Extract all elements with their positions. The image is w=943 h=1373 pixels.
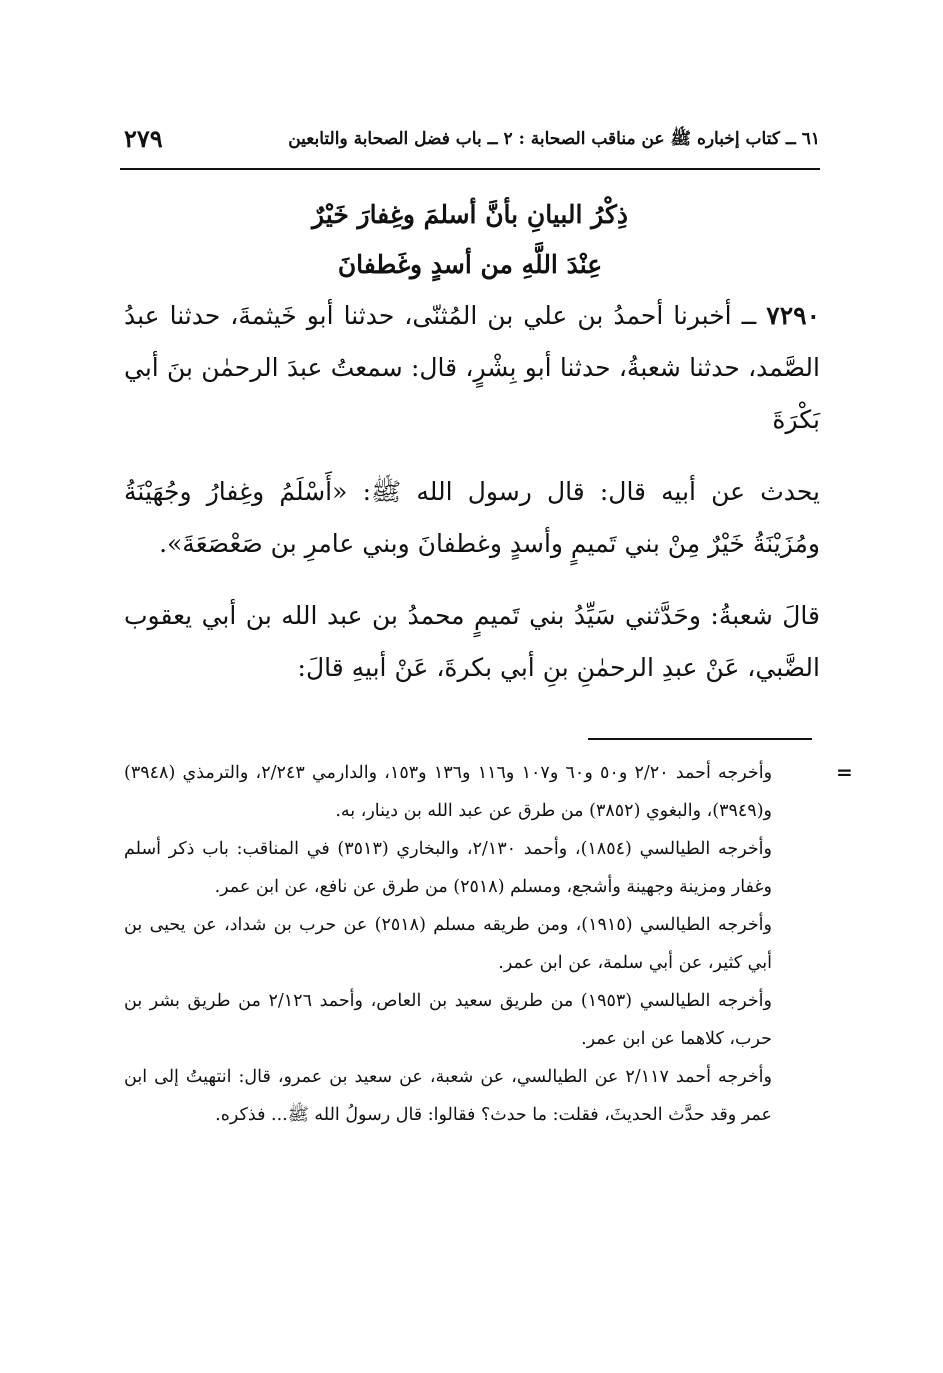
footnotes	[124, 754, 772, 1134]
footnote-separator	[588, 738, 812, 740]
footnote-paragraph: وأخرجه الطيالسي (١٩٥٣) من طريق سعيد بن العاص، وأحمد ٢/١٢٦ من طريق بشر بن حرب، كلاهما عن ابن عمر.	[124, 991, 772, 1049]
hadith-addendum: قالَ شعبةُ: وحَدَّثني سَيِّدُ بني تَميمٍ محمدُ بن عبد الله بن أبي يعقوب الضَّبي، عَنْ عبدِ الرحمٰنِ بنِ أبي بكرةَ، عَنْ أبيهِ قالَ:	[124, 601, 820, 682]
hadith-body	[124, 290, 820, 694]
page-header	[120, 118, 820, 170]
footnote-paragraph: وأخرجه الطيالسي (١٩١٥)، ومن طريقه مسلم (٢٥١٨) عن حرب بن شداد، عن يحيى بن أبي كثير، عن أبي سلمة، عن ابن عمر.	[124, 915, 772, 973]
footnote-paragraph: وأخرجه الطيالسي (١٨٥٤)، وأحمد ٢/١٣٠، والبخاري (٣٥١٣) في المناقب: باب ذكر أسلم وغفار ومزينة وجهينة وأشجع، ومسلم (٢٥١٨) من طرق عن نافع، عن ابن عمر.	[124, 839, 772, 897]
footnote-continuation-marker: =	[836, 760, 853, 784]
hadith-number: ٧٢٩٠	[766, 301, 820, 330]
hadith-matn: يحدث عن أبيه قال: قال رسول الله ﷺ: «أَسْلَمُ وغِفارُ وجُهَيْنَةُ ومُزَيْنَةُ خَيْرٌ مِنْ بني تَميمٍ وأسدٍ وغطفانَ وبني عامرِ بن صَعْصَعَةَ».	[124, 477, 820, 558]
chapter-heading-line-1: ذِكْرُ البيانِ بأنَّ أسلمَ وغِفارَ خَيْرٌ	[312, 200, 628, 229]
page-number: ٢٧٩	[124, 124, 163, 153]
hadith-isnad-paragraph	[124, 290, 820, 446]
footnote-paragraph: وأخرجه أحمد ٢/٢٠ و٥٠ و٦٠ و١٠٧ و١١٦ و١٣٦ و١٥٣، والدارمي ٢/٢٤٣، والترمذي (٣٩٤٨) و(٣٩٤٩)، والبغوي (٣٨٥٢) من طرق عن عبد الله بن دينار، به.	[124, 763, 773, 821]
hadith-isnad: ــ أخبرنا أحمدُ بن علي بن المُثنّى، حدثنا أبو خَيثمةَ، حدثنا عبدُ الصَّمد، حدثنا شعبةُ، حدثنا أبو بِشْرٍ، قال: سمعتُ عبدَ الرحمٰن بنَ أبي بَكْرَةَ	[124, 301, 820, 434]
chapter-heading	[120, 190, 820, 290]
running-title: ٦١ ــ كتاب إخباره ﷺ عن مناقب الصحابة : ٢ ــ باب فضل الصحابة والتابعين	[288, 129, 820, 149]
chapter-heading-line-2: عِنْدَ اللَّهِ من أسدٍ وغَطفانَ	[337, 250, 603, 279]
footnote-paragraph: وأخرجه أحمد ٢/١١٧ عن الطيالسي، عن شعبة، عن سعيد بن عمرو، قال: انتهيتُ إلى ابن عمر وقد حدَّث الحديثَ، فقلت: ما حدث؟ فقالوا: قال رسولُ الله ﷺ... فذكره.	[124, 1067, 772, 1125]
